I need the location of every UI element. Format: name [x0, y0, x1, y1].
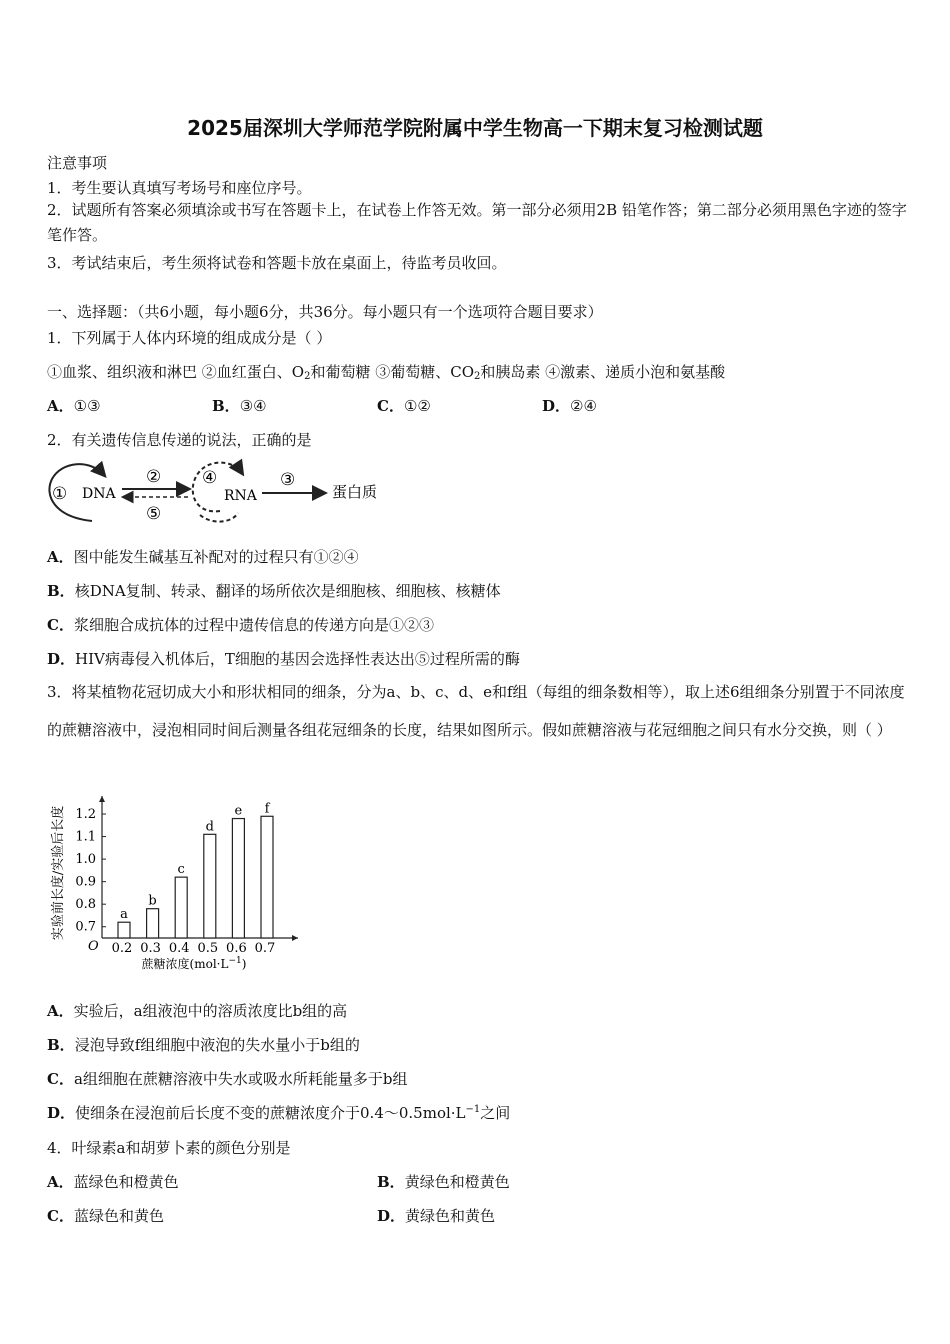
option-label: D． — [47, 650, 76, 668]
q1-items-part: 和胰岛素 ④激素、递质小泡和氨基酸 — [480, 363, 726, 381]
option-text: 蓝绿色和黄色 — [73, 1207, 164, 1225]
q1-items-part: ①血浆、组织液和淋巴 ②血红蛋白、O — [47, 363, 305, 381]
notice-item: 2．试题所有答案必须填涂或书写在答题卡上，在试卷上作答无效。第一部分必须用2B 铅笔作答；第二部分必须用黑色字迹的签字笔作答。 — [47, 201, 907, 244]
chart-y-axis-label: 实验前长度/实验后长度 — [51, 805, 66, 941]
subscript: 2 — [304, 371, 311, 382]
q1-stem: 1．下列属于人体内环境的组成成分是（ ） — [47, 329, 332, 347]
rna-replication-loop-arrow — [193, 463, 242, 512]
notice-item: 1．考生要认真填写考场号和座位序号。 — [47, 179, 312, 197]
option-text: 黄绿色和黄色 — [405, 1207, 496, 1225]
chart-bar — [147, 909, 159, 938]
option-text: 使细条在浸泡前后长度不变的蔗糖浓度介于0.4～0.5mol·L — [75, 1104, 466, 1122]
chart-x-tick-label: 0.4 — [168, 941, 190, 956]
protein-label: 蛋白质 — [332, 483, 378, 501]
option-label: C． — [47, 1207, 74, 1225]
chart-bar — [118, 922, 130, 938]
chart-y-tick-label: 0.9 — [75, 874, 96, 890]
chart-bar-label: f — [264, 801, 270, 817]
q3-option-b[interactable] — [47, 1034, 360, 1055]
chart-bar — [204, 834, 216, 938]
option-label: A． — [47, 1173, 74, 1191]
option-text: 浆细胞合成抗体的过程中遗传信息的传递方向是①②③ — [73, 616, 434, 634]
q1-option-a[interactable] — [47, 395, 101, 416]
chart-y-axis-arrow — [99, 796, 105, 802]
chart-x-axis-label-text: 蔗糖浓度(mol·L — [141, 957, 229, 971]
chart-x-tick-label: 0.2 — [111, 941, 133, 956]
option-text: 蓝绿色和橙黄色 — [73, 1173, 179, 1191]
process-3-label: ③ — [280, 470, 296, 490]
q3-option-c[interactable] — [47, 1068, 408, 1089]
chart-x-axis-label — [142, 956, 247, 971]
chart-x-tick-label: 0.3 — [140, 941, 161, 956]
chart-x-axis-arrow — [292, 935, 298, 941]
option-text: 黄绿色和橙黄色 — [404, 1173, 510, 1191]
notice-item: 3．考试结束后，考生须将试卷和答题卡放在桌面上，待监考员收回。 — [47, 254, 507, 272]
q4-stem: 4．叶绿素a和胡萝卜素的颜色分别是 — [47, 1139, 291, 1157]
chart-bar — [232, 819, 244, 938]
dna-label: DNA — [82, 486, 116, 502]
central-dogma-diagram — [40, 455, 400, 533]
q2-option-b[interactable] — [47, 580, 501, 601]
q1-option-b[interactable] — [212, 395, 267, 416]
option-text: 浸泡导致f组细胞中液泡的失水量小于b组的 — [74, 1036, 360, 1054]
length-ratio-bar-chart — [40, 788, 310, 978]
option-text-tail: 之间 — [480, 1104, 511, 1122]
option-label: D． — [47, 1104, 76, 1122]
chart-x-axis-label-sup: −1 — [228, 956, 242, 966]
chart-x-axis-label-tail: ) — [241, 957, 247, 971]
option-label: A． — [47, 1002, 74, 1020]
option-text: 核DNA复制、转录、翻译的场所依次是细胞核、细胞核、核糖体 — [74, 582, 501, 600]
q2-stem: 2．有关遗传信息传递的说法，正确的是 — [47, 431, 312, 449]
q3-option-d[interactable] — [47, 1102, 510, 1123]
process-1-label: ① — [52, 484, 68, 504]
chart-bar-label: b — [148, 893, 157, 909]
process-5-label: ⑤ — [146, 504, 162, 524]
chart-y-tick-label: 1.1 — [75, 829, 96, 845]
q2-option-c[interactable] — [47, 614, 434, 635]
option-label: B． — [47, 582, 75, 600]
chart-y-tick-label: 0.7 — [75, 919, 96, 935]
option-label: D． — [542, 397, 571, 415]
q3-option-a[interactable] — [47, 1000, 347, 1021]
option-text: 图中能发生碱基互补配对的过程只有①②④ — [73, 548, 359, 566]
q4-option-d[interactable] — [377, 1205, 495, 1226]
q4-option-b[interactable] — [377, 1171, 510, 1192]
option-text: ③④ — [239, 397, 267, 415]
chart-x-tick-label: 0.5 — [197, 941, 219, 956]
chart-bar — [261, 816, 273, 938]
option-text: ②④ — [570, 397, 597, 415]
rna-label: RNA — [224, 488, 257, 504]
chart-bar-label: d — [205, 819, 214, 835]
chart-bar-label: e — [234, 803, 243, 819]
option-text: HIV病毒侵入机体后，T细胞的基因会选择性表达出⑤过程所需的酶 — [75, 650, 520, 668]
chart-x-tick-label: 0.6 — [226, 941, 247, 956]
option-label: C． — [47, 616, 74, 634]
notice-heading: 注意事项 — [47, 154, 108, 172]
option-text: ①② — [403, 397, 431, 415]
q4-option-a[interactable] — [47, 1171, 179, 1192]
option-text: ①③ — [73, 397, 101, 415]
q2-option-a[interactable] — [47, 546, 359, 567]
q1-option-d[interactable] — [542, 395, 597, 416]
q4-option-c[interactable] — [47, 1205, 164, 1226]
chart-y-tick-label: 1.2 — [75, 807, 96, 823]
chart-origin-label: O — [88, 939, 99, 954]
option-label: B． — [212, 397, 240, 415]
q3-stem: 3．将某植物花冠切成大小和形状相同的细条，分为a、b、c、d、e和f组（每组的细条数相等），取上述6组细条分别置于不同浓度的蔗糖溶液中，浸泡相同时间后测量各组花冠细条的长度，结果如图所示。假如蔗糖溶液与花冠细胞之间只有水分交换，则（ ） — [47, 683, 905, 739]
q1-items-part: 和葡萄糖 ③葡萄糖、CO — [310, 363, 474, 381]
chart-y-tick-label: 0.8 — [75, 897, 96, 913]
option-label: A． — [47, 548, 74, 566]
rna-loop-lower-arc — [200, 513, 238, 522]
option-label: C． — [377, 397, 404, 415]
option-label: B． — [47, 1036, 75, 1054]
chart-bar-label: a — [120, 907, 128, 923]
superscript: −1 — [465, 1104, 481, 1115]
option-text: 实验后，a组液泡中的溶质浓度比b组的高 — [73, 1002, 348, 1020]
q1-items — [47, 361, 725, 382]
option-label: C． — [47, 1070, 74, 1088]
process-2-label: ② — [146, 467, 162, 487]
q1-option-c[interactable] — [377, 395, 431, 416]
chart-y-tick-label: 1.0 — [75, 852, 96, 868]
option-label: B． — [377, 1173, 405, 1191]
option-label: A． — [47, 397, 74, 415]
chart-bar-label: c — [177, 862, 185, 878]
option-text: a组细胞在蔗糖溶液中失水或吸水所耗能量多于b组 — [73, 1070, 408, 1088]
section-heading: 一、选择题：（共6小题，每小题6分，共36分。每小题只有一个选项符合题目要求） — [47, 303, 603, 321]
q2-option-d[interactable] — [47, 648, 520, 669]
subscript: 2 — [474, 371, 481, 382]
page-title: 2025届深圳大学师范学院附属中学生物高一下期末复习检测试题 — [187, 116, 763, 140]
chart-bar — [175, 877, 187, 938]
option-label: D． — [377, 1207, 406, 1225]
process-4-label: ④ — [202, 468, 218, 488]
chart-x-tick-label: 0.7 — [254, 941, 276, 956]
